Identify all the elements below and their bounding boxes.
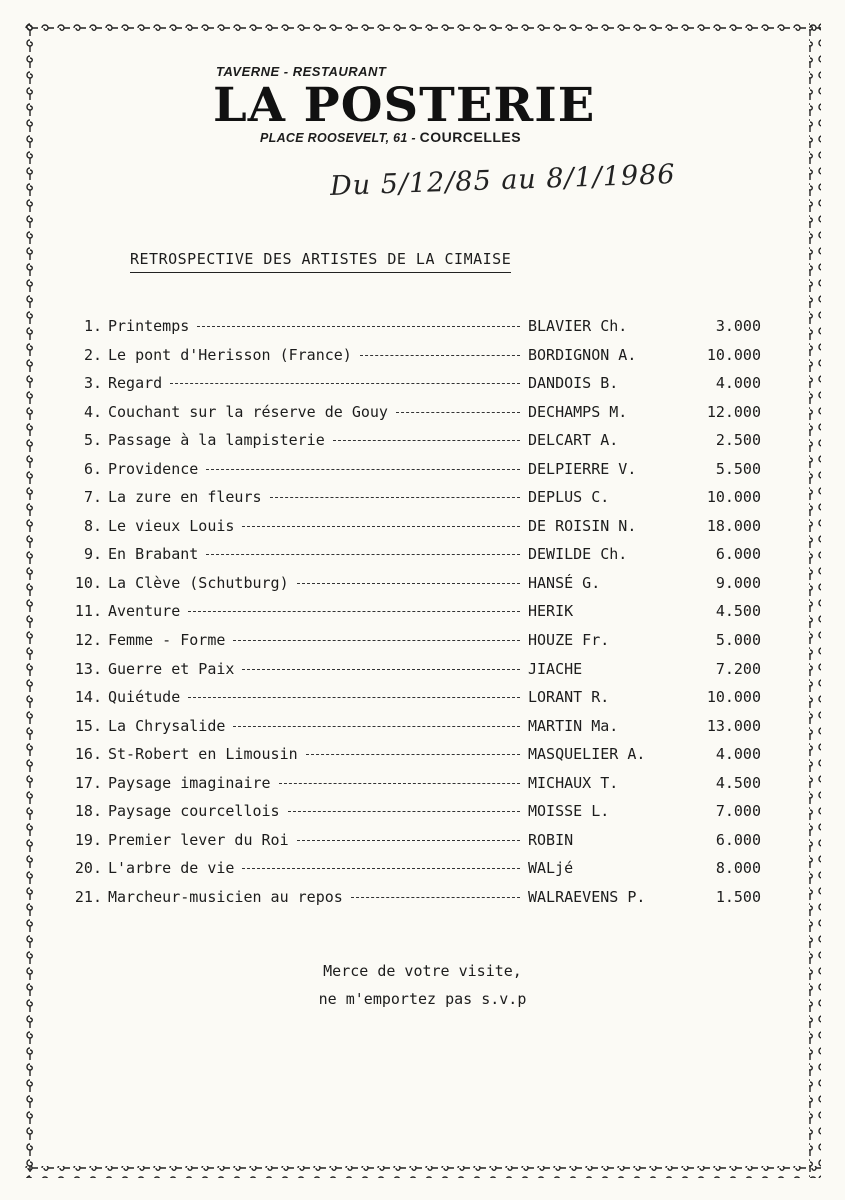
letterhead-address [260, 129, 521, 145]
item-title: Marcheur-musicien au repos [108, 887, 343, 906]
item-number: 8. [83, 516, 102, 535]
handwritten-date: Du 5/12/85 au 8/1/1986 [329, 158, 677, 203]
item-artist: HERIK [528, 602, 574, 621]
item-leader-dashes [233, 726, 520, 727]
item-leader-dashes [360, 355, 520, 356]
list-item [70, 573, 790, 602]
item-price: 4.000 [715, 745, 761, 764]
item-leader-dashes [206, 554, 520, 555]
item-price: 2.500 [715, 431, 761, 450]
item-title: Couchant sur la réserve de Gouy [108, 402, 388, 421]
item-leader-dashes [279, 783, 520, 784]
item-title: Premier lever du Roi [108, 830, 289, 849]
item-price: 6.000 [715, 545, 761, 564]
address-town: COURCELLES [419, 129, 522, 145]
address-street: PLACE ROOSEVELT, 61 - [260, 131, 416, 145]
item-price: 13.000 [706, 716, 761, 735]
item-leader-dashes [197, 326, 520, 327]
item-title: L'arbre de vie [108, 859, 235, 878]
list-item [70, 773, 790, 802]
artwork-list [70, 316, 790, 915]
item-price: 7.000 [715, 802, 761, 821]
item-title: Regard [108, 374, 163, 393]
list-item [70, 544, 790, 573]
item-artist: DANDOIS B. [528, 374, 619, 393]
list-item [70, 687, 790, 716]
letterhead-subtitle: TAVERNE - RESTAURANT [216, 64, 387, 79]
list-item [70, 430, 790, 459]
item-number: 6. [83, 459, 102, 478]
item-number: 19. [74, 830, 102, 849]
list-heading: RETROSPECTIVE DES ARTISTES DE LA CIMAISE [130, 250, 511, 273]
item-number: 18. [74, 802, 102, 821]
item-artist: JIACHE [528, 659, 583, 678]
item-artist: WALjé [528, 859, 574, 878]
list-item [70, 887, 790, 916]
list-item [70, 630, 790, 659]
item-number: 7. [83, 488, 102, 507]
list-item [70, 487, 790, 516]
item-artist: DELPIERRE V. [528, 459, 637, 478]
list-item [70, 402, 790, 431]
item-leader-dashes [188, 611, 520, 612]
item-number: 12. [74, 631, 102, 650]
item-leader-dashes [188, 697, 520, 698]
item-title: Passage à la lampisterie [108, 431, 325, 450]
item-leader-dashes [242, 526, 520, 527]
item-title: Guerre et Paix [108, 659, 235, 678]
item-title: Aventure [108, 602, 181, 621]
item-leader-dashes [242, 868, 520, 869]
item-leader-dashes [396, 412, 520, 413]
item-number: 14. [74, 688, 102, 707]
item-price: 7.200 [715, 659, 761, 678]
item-title: La Clève (Schutburg) [108, 573, 289, 592]
item-leader-dashes [206, 469, 520, 470]
item-number: 5. [83, 431, 102, 450]
item-number: 20. [74, 859, 102, 878]
item-title: Le pont d'Herisson (France) [108, 345, 352, 364]
item-leader-dashes [170, 383, 520, 384]
list-item [70, 459, 790, 488]
item-title: En Brabant [108, 545, 199, 564]
item-number: 16. [74, 745, 102, 764]
item-artist: DE ROISIN N. [528, 516, 637, 535]
item-title: La zure en fleurs [108, 488, 262, 507]
item-number: 9. [83, 545, 102, 564]
list-item [70, 601, 790, 630]
item-number: 11. [74, 602, 102, 621]
item-leader-dashes [351, 897, 520, 898]
item-leader-dashes [306, 754, 520, 755]
item-artist: DEWILDE Ch. [528, 545, 628, 564]
item-title: Femme - Forme [108, 631, 226, 650]
item-title: Printemps [108, 317, 190, 335]
item-artist: WALRAEVENS P. [528, 887, 646, 906]
item-artist: MARTIN Ma. [528, 716, 619, 735]
item-price: 4.000 [715, 374, 761, 393]
item-price: 6.000 [715, 830, 761, 849]
letterhead-title: LA POSTERIE [213, 78, 596, 133]
item-title: Providence [108, 459, 199, 478]
item-artist: MASQUELIER A. [528, 745, 646, 764]
item-title: Le vieux Louis [108, 516, 235, 535]
list-item [70, 316, 790, 345]
list-item [70, 345, 790, 374]
list-item [70, 659, 790, 688]
item-number: 13. [74, 659, 102, 678]
item-price: 10.000 [706, 688, 761, 707]
item-title: Quiétude [108, 688, 181, 707]
item-artist: BORDIGNON A. [528, 345, 637, 364]
footer-line-1: Merce de votre visite, [323, 962, 522, 980]
item-price: 5.500 [715, 459, 761, 478]
item-leader-dashes [297, 840, 520, 841]
item-leader-dashes [242, 669, 520, 670]
item-number: 2. [83, 345, 102, 364]
item-artist: DECHAMPS M. [528, 402, 628, 421]
item-leader-dashes [233, 640, 520, 641]
item-title: La Chrysalide [108, 716, 226, 735]
item-number: 10. [74, 573, 102, 592]
item-artist: MOISSE L. [528, 802, 610, 821]
item-price: 4.500 [715, 602, 761, 621]
item-price: 5.000 [715, 631, 761, 650]
item-artist: DELCART A. [528, 431, 619, 450]
item-number: 3. [83, 374, 102, 393]
list-item [70, 373, 790, 402]
footer-note [0, 957, 845, 1013]
item-number: 4. [83, 402, 102, 421]
item-price: 1.500 [715, 887, 761, 906]
item-artist: DEPLUS C. [528, 488, 610, 507]
item-price: 10.000 [706, 345, 761, 364]
item-leader-dashes [333, 440, 520, 441]
item-number: 17. [74, 773, 102, 792]
item-title: St-Robert en Limousin [108, 745, 298, 764]
item-price: 3.000 [715, 317, 761, 335]
item-artist: BLAVIER Ch. [528, 317, 628, 335]
item-artist: LORANT R. [528, 688, 610, 707]
list-item [70, 830, 790, 859]
item-artist: HANSÉ G. [528, 573, 601, 592]
item-price: 4.500 [715, 773, 761, 792]
footer-line-2: ne m'emportez pas s.v.p [318, 990, 527, 1008]
item-leader-dashes [297, 583, 520, 584]
item-number: 1. [83, 317, 102, 335]
list-item [70, 716, 790, 745]
item-artist: ROBIN [528, 830, 574, 849]
item-price: 18.000 [706, 516, 761, 535]
list-item [70, 516, 790, 545]
item-artist: HOUZE Fr. [528, 631, 610, 650]
item-title: Paysage imaginaire [108, 773, 271, 792]
item-title: Paysage courcellois [108, 802, 280, 821]
item-artist: MICHAUX T. [528, 773, 619, 792]
item-number: 15. [74, 716, 102, 735]
list-item [70, 744, 790, 773]
item-price: 9.000 [715, 573, 761, 592]
item-leader-dashes [288, 811, 520, 812]
item-price: 12.000 [706, 402, 761, 421]
item-leader-dashes [270, 497, 520, 498]
item-price: 8.000 [715, 859, 761, 878]
list-item [70, 801, 790, 830]
item-number: 21. [74, 887, 102, 906]
item-price: 10.000 [706, 488, 761, 507]
list-item [70, 858, 790, 887]
